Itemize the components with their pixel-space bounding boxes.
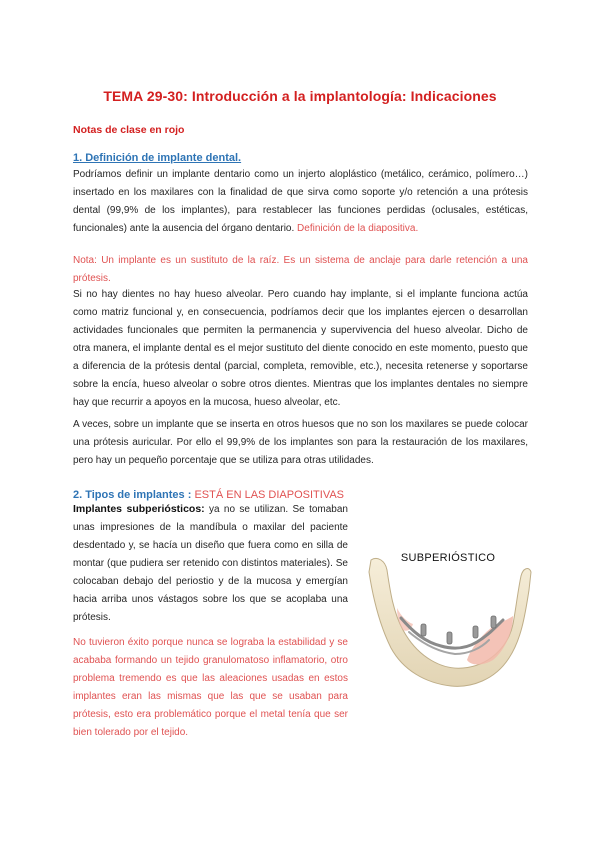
- section2-heading-text: 2. Tipos de implantes :: [73, 489, 192, 501]
- section1-heading: 1. Definición de implante dental.: [73, 152, 242, 164]
- section2-heading-note: ESTÁ EN LAS DIAPOSITIVAS: [194, 489, 345, 501]
- mandible-illustration: [363, 520, 533, 690]
- page-title: TEMA 29-30: Introducción a la implantología: Indicaciones: [103, 88, 497, 104]
- subperiosteal-paragraph: [73, 500, 348, 627]
- subperiosteal-figure: [363, 520, 533, 690]
- subperiosteal-term: Implantes subperiósticos:: [73, 503, 205, 515]
- definition-text: Podríamos definir un implante dentario como un injerto aloplástico (metálico, cerámico, polímero…) insertado en los maxilares con la finalidad de que sirva como soporte y/o retención a una prótesis dental (99,9% de los implantes), para restablecer las funciones perdidas (oclusales, estéticas, funcionales) ante la ausencia del órgano dentario.: [73, 169, 528, 234]
- section1-paragraph-3: A veces, sobre un implante que se inserta en otros huesos que no son los maxilares se puede colocar una prótesis auricular. Por ello el 99,9% de los implantes son para la restauración de los maxilares, pero hay un pequeño porcentaje que se utiliza para otras utilidades.: [73, 419, 528, 466]
- subperiosteal-text: ya no se utilizan. Se tomaban unas impresiones de la mandíbula o maxilar del paciente desdentado y, se hacía un diseño que fuera como en silla de montar (que pudiera ser retenido con distintos materiales). Se colocaban debajo del periostio y de la mucosa y emergían hacia arriba unos vástagos sobre los que se acoplaba una prótesis.: [73, 504, 348, 623]
- section1-definition: [73, 166, 528, 238]
- section1-paragraph-2: Si no hay dientes no hay hueso alveolar. Pero cuando hay implante, si el implante funciona actúa como matriz funcional y, en consecuencia, podríamos decir que los implantes ejercen o desarrollan actividades funcionales que permiten la permanencia y supervivencia del hueso alveolar. Dicho de otra manera, el implante dental es el mejor sustituto del diente conocido en este momento, puesto que a diferencia de la prótesis dental (parcial, completa, removible, etc.), necesita retenerse y soportarse sobre la encía, hueso alveolar o sobre otros dientes. Mientras que los implantes dentales no siempre hay que recurrir a apoyos en la mucosa, hueso alveolar, etc.: [73, 289, 528, 408]
- failure-reasons-paragraph: No tuvieron éxito porque nunca se lograba la estabilidad y se acababa formando un tejido granulomatoso inflamatorio, otro problema tremendo es que las aleaciones usadas en estos implantes eran las mismas que las que se usaban para prótesis, esto era problemático porque el metal tenía que ser bien tolerado por el tejido.: [73, 637, 348, 738]
- figure-label: SUBPERIÓSTICO: [400, 552, 496, 564]
- definition-source-note: Definición de la diapositiva.: [297, 223, 419, 234]
- notes-label: Notas de clase en rojo: [73, 124, 185, 136]
- implant-note: Nota: Un implante es un sustituto de la raíz. Es un sistema de anclaje para darle retención a una prótesis.: [73, 255, 528, 284]
